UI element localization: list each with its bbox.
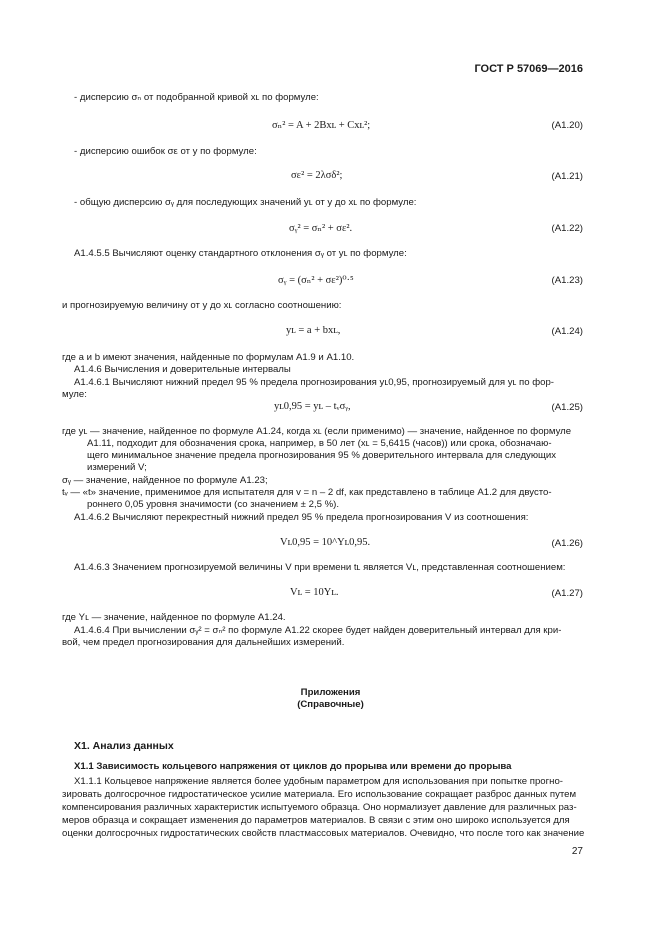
equation-number: (A1.27) <box>551 588 583 599</box>
paragraph-line: оценки долгосрочных гидростатических свойств пластмассовых материалов. Очевидно, что после того как значение <box>62 828 585 839</box>
text-line: роннего 0,05 уровня значимости (со значением ± 2,5 %). <box>87 499 340 510</box>
formula-a1-22: σᵧ² = σₙ² + σε². <box>289 223 353 234</box>
paragraph-line: зировать долгосрочное гидростатическое усилие материала. Его использование сокращает разброс данных путем <box>62 789 577 800</box>
text-line: щего минимальное значение предела прогнозирования 95 % доверительного интервала для следующих <box>87 450 557 461</box>
section-heading: X1. Анализ данных <box>74 740 174 752</box>
text-line: А1.4.6.3 Значением прогнозируемой величины V при времени tʟ является Vʟ, представленная соотношением: <box>74 562 566 573</box>
paragraph-line: компенсирования различных характеристик испытуемого образца. Оно нормализует давление для различных раз- <box>62 802 577 813</box>
formula-a1-21: σε² = 2λσδ²; <box>291 170 343 181</box>
text-line: σᵧ — значение, найденное по формуле А1.23; <box>62 475 268 486</box>
equation-number: (A1.26) <box>551 538 583 549</box>
text-line: муле: <box>62 389 87 400</box>
text-line: А1.4.6.4 При вычислении σᵧ² = σₙ² по формуле А1.22 скорее будет найден доверительный интервал для кри- <box>74 625 562 636</box>
text-line: где Yʟ — значение, найденное по формуле А1.24. <box>62 612 286 623</box>
paragraph-line: X1.1.1 Кольцевое напряжение является более удобным параметром для использования при попытке прогно- <box>74 776 563 787</box>
formula-a1-20: σₙ² = A + 2Bxʟ + Cxʟ²; <box>272 120 371 131</box>
equation-number: (A1.21) <box>551 171 583 182</box>
text-line: - общую дисперсию σᵧ для последующих значений yʟ от y до xʟ по формуле: <box>74 197 417 208</box>
equation-number: (A1.23) <box>551 275 583 286</box>
appendix-subtitle: (Справочные) <box>297 699 364 710</box>
text-line: А1.4.6.2 Вычисляют перекрестный нижний предел 95 % предела прогнозирования V из соотношения: <box>74 512 529 523</box>
text-line: где yʟ — значение, найденное по формуле А1.24, когда xʟ (если применимо) — значение, найденное по формуле <box>62 426 572 437</box>
formula-a1-23: σᵧ = (σₙ² + σε²)⁰·⁵ <box>278 275 354 286</box>
document-header: ГОСТ Р 57069—2016 <box>474 63 583 75</box>
text-line: где a и b имеют значения, найденные по формулам А1.9 и А1.10. <box>62 352 355 363</box>
text-line: измерений V; <box>87 462 147 473</box>
paragraph-line: меров образца и сокращает изменения до параметров материалов. В связи с этим оно широко используется для <box>62 815 570 826</box>
formula-a1-25: yʟ0,95 = yʟ – tᵥσᵧ, <box>274 401 351 412</box>
equation-number: (A1.25) <box>551 402 583 413</box>
text-line: А1.4.5.5 Вычисляют оценку стандартного отклонения σᵧ от yʟ по формуле: <box>74 248 407 259</box>
text-line: вой, чем предел прогнозирования для дальнейших измерений. <box>62 637 345 648</box>
text-line: и прогнозируемую величину от y до xʟ согласно соотношению: <box>62 300 342 311</box>
formula-a1-26: Vʟ0,95 = 10^Yʟ0,95. <box>280 537 371 548</box>
equation-number: (A1.24) <box>551 326 583 337</box>
text-line: - дисперсию σₙ от подобранной кривой xʟ по формуле: <box>74 92 319 103</box>
page-number: 27 <box>571 846 583 857</box>
text-line: А1.11, подходит для обозначения срока, например, в 50 лет (xʟ = 5,6415 (часов)) или срока, обозначаю- <box>87 438 552 449</box>
formula-a1-24: yʟ = a + bxʟ, <box>286 325 341 336</box>
text-line: А1.4.6.1 Вычисляют нижний предел 95 % предела прогнозирования yʟ0,95, прогнозируемый для yʟ по фор- <box>74 377 554 388</box>
text-line: А1.4.6 Вычисления и доверительные интервалы <box>74 364 291 375</box>
formula-a1-27: Vʟ = 10Yʟ. <box>290 587 339 598</box>
subsection-heading: X1.1 Зависимость кольцевого напряжения от циклов до прорыва или времени до прорыва <box>74 761 512 772</box>
text-line: - дисперсию ошибок σε от y по формуле: <box>74 146 257 157</box>
equation-number: (A1.20) <box>551 120 583 131</box>
appendix-title: Приложения <box>300 687 361 698</box>
text-line: tᵥ — «t» значение, применимое для испытателя для v = n – 2 df, как представлено в таблице А1.2 для двусто- <box>62 487 552 498</box>
equation-number: (A1.22) <box>551 223 583 234</box>
